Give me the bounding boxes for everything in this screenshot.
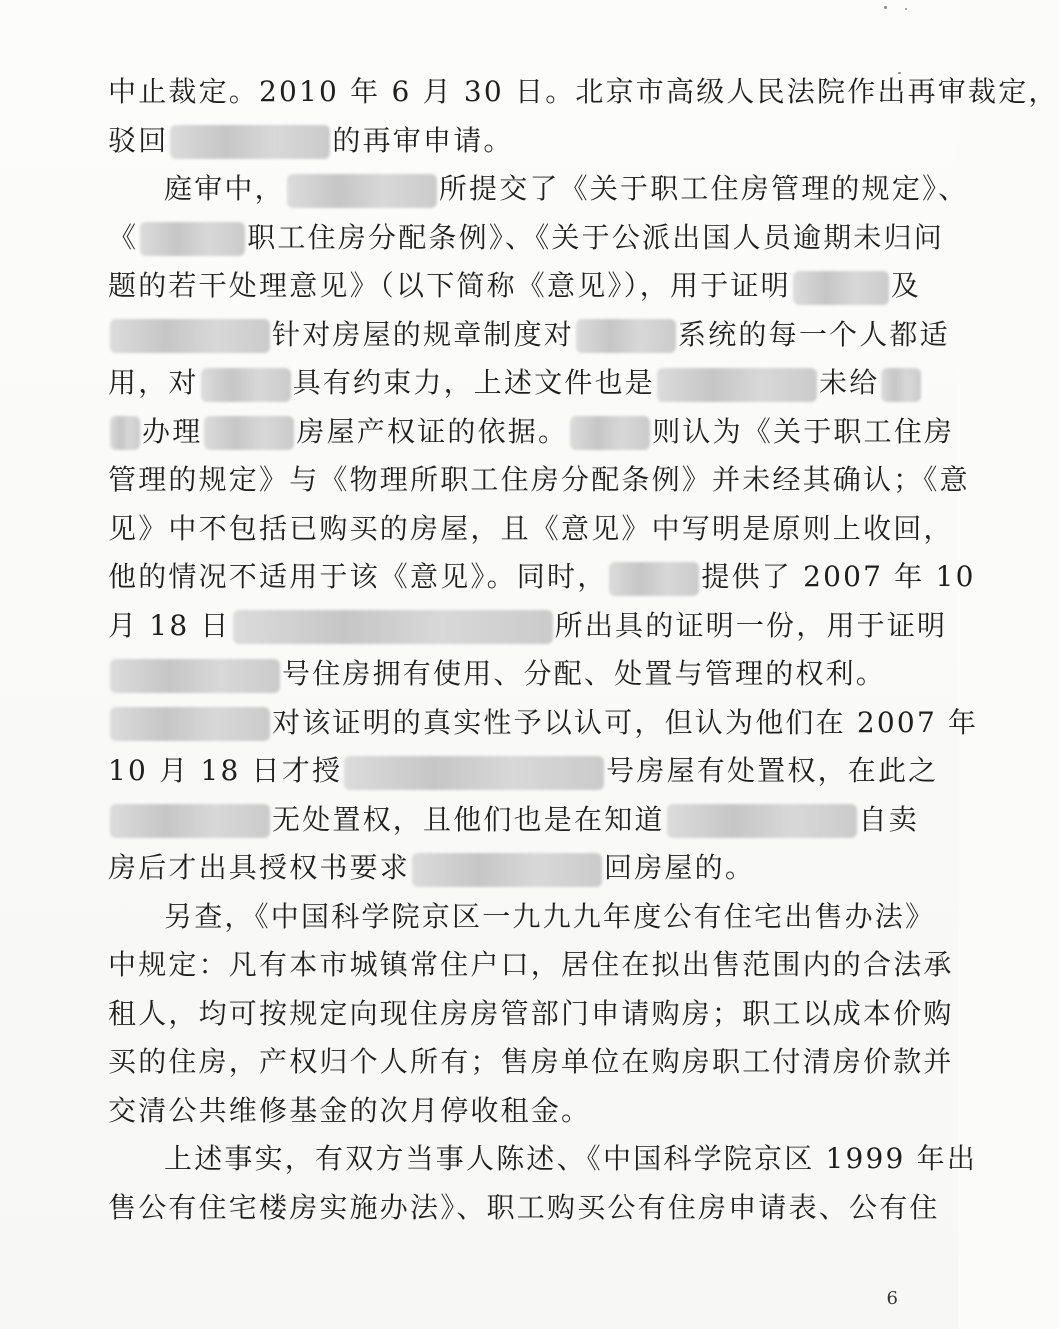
text-segment: 未给	[819, 366, 880, 399]
redaction-blur	[344, 756, 604, 790]
text-segment: 所出具的证明一份，用于证明	[554, 608, 948, 642]
text-line	[108, 214, 945, 263]
text-segment: 的再审申请。	[332, 123, 514, 157]
text-segment: 具有约束力，上述文件也是	[292, 366, 656, 399]
redaction-blur	[657, 368, 817, 402]
text-segment: 另查，《中国科学院京区一九九九年度公有住宅出售办法》	[164, 899, 936, 933]
text-segment: 题的若干处理意见》（以下简称《意见》），用于证明	[108, 269, 791, 302]
text-segment: 《	[108, 220, 139, 254]
text-line	[108, 844, 920, 893]
text-line	[108, 311, 950, 360]
text-line	[108, 68, 1059, 117]
text-line	[108, 893, 936, 942]
text-line	[108, 262, 920, 311]
text-line	[108, 602, 948, 651]
text-segment: 月 18 日	[108, 608, 231, 642]
text-line	[108, 1135, 978, 1184]
redaction-blur	[110, 804, 270, 838]
text-line	[108, 990, 954, 1039]
text-line	[108, 505, 954, 554]
text-segment: 租人，均可按规定向现住房房管部门申请购房；职工以成本价购	[108, 996, 954, 1030]
text-line	[108, 553, 976, 602]
scan-speck	[898, 72, 901, 74]
text-segment: 中规定：凡有本市城镇常住户口，居住在拟出售范围内的合法承	[108, 948, 954, 981]
page-number: 6	[886, 1288, 898, 1309]
redaction-blur	[793, 271, 889, 305]
text-segment: 所提交了《关于职工住房管理的规定》、	[438, 172, 969, 205]
redaction-blur	[110, 659, 280, 693]
redaction-blur	[110, 416, 140, 450]
text-segment: 则认为《关于职工住房	[652, 414, 955, 448]
text-line	[108, 117, 920, 166]
text-segment: 针对房屋的规章制度对	[272, 317, 575, 351]
text-line	[108, 408, 955, 457]
text-segment: 他的情况不适用于该《意见》。同时，	[108, 560, 608, 593]
redaction-blur	[204, 416, 294, 450]
text-segment: 见》中不包括已购买的房屋，且《意见》中写明是原则上收回，	[108, 511, 954, 545]
redaction-blur	[233, 610, 553, 644]
text-segment: 管理的规定》与《物理所职工住房分配条例》并未经其确认；《意	[108, 463, 970, 496]
text-segment: 用，对	[108, 366, 199, 399]
text-segment: 买的住房，产权归个人所有；售房单位在购房职工付清房价款并	[108, 1045, 954, 1078]
text-segment: 房屋产权证的依据。	[296, 414, 569, 448]
text-segment: 职工住房分配条例》、《关于公派出国人员逾期未归问	[247, 220, 945, 254]
text-segment: 驳回	[108, 123, 169, 157]
redaction-blur	[110, 707, 270, 741]
document-body	[108, 68, 1059, 1232]
scan-speck	[905, 8, 907, 10]
redaction-blur	[140, 222, 245, 256]
redaction-blur	[201, 368, 291, 402]
text-line	[108, 1184, 940, 1233]
redaction-blur	[667, 804, 857, 838]
redaction-blur	[609, 562, 699, 596]
text-line	[108, 941, 954, 990]
text-segment: 回房屋的。	[604, 851, 756, 884]
redaction-blur	[412, 853, 602, 887]
text-segment: 系统的每一个人都适	[678, 317, 950, 351]
text-segment: 交清公共维修基金的次月停收租金。	[108, 1093, 592, 1127]
text-segment: 售公有住宅楼房实施办法》、职工购买公有住房申请表、公有住	[108, 1190, 940, 1224]
text-line	[108, 456, 970, 505]
text-line	[108, 650, 920, 699]
text-segment: 庭审中，	[164, 172, 285, 205]
text-segment: 办理	[142, 414, 203, 448]
redaction-blur	[576, 319, 676, 353]
text-segment: 提供了 2007 年 10	[701, 560, 976, 593]
redaction-blur	[170, 125, 330, 159]
text-segment: 对该证明的真实性予以认可，但认为他们在 2007 年	[272, 705, 979, 739]
text-line	[108, 1087, 920, 1136]
redaction-blur	[570, 416, 650, 450]
redaction-blur	[881, 368, 921, 402]
text-segment: 中止裁定。2010 年 6 月 30 日。北京市高级人民法院作出再审裁定，	[108, 75, 1059, 108]
text-segment: 房后才出具授权书要求	[108, 851, 411, 884]
text-segment: 号住房拥有使用、分配、处置与管理的权利。	[282, 657, 887, 690]
text-line	[108, 796, 920, 845]
text-line	[108, 165, 969, 214]
text-segment: 无处置权，且他们也是在知道	[272, 802, 665, 836]
text-segment: 号房屋有处置权，在此之	[606, 754, 939, 787]
text-line	[108, 699, 979, 748]
redaction-blur	[110, 319, 270, 353]
text-line	[108, 747, 939, 796]
text-segment: 10 月 18 日才授	[108, 754, 343, 787]
scan-speck	[884, 6, 887, 9]
text-line	[108, 1038, 954, 1087]
text-line	[108, 359, 920, 408]
redaction-blur	[287, 174, 437, 208]
text-segment: 自卖	[858, 802, 920, 836]
text-segment: 及	[890, 269, 922, 302]
text-segment: 上述事实，有双方当事人陈述、《中国科学院京区 1999 年出	[164, 1142, 978, 1175]
